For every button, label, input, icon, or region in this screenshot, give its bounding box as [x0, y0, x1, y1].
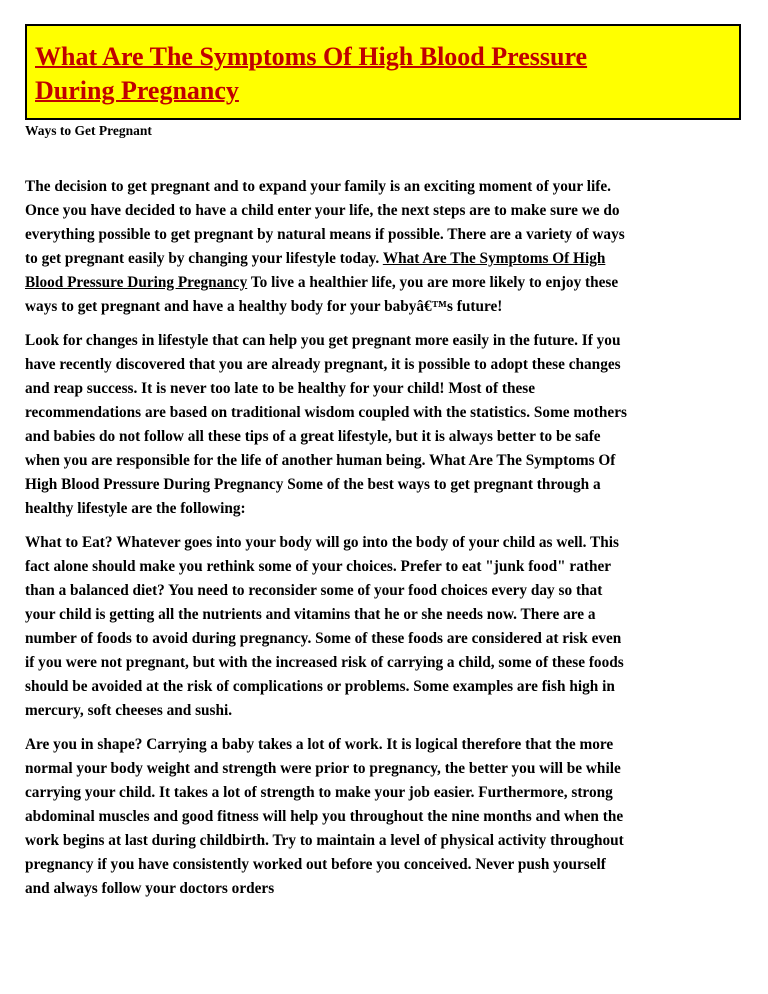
text-segment: To live a healthier life, you are more likely to enjoy these — [250, 274, 619, 291]
paragraph-in-shape — [25, 733, 745, 901]
title-link-part-1[interactable]: What Are The Symptoms Of High — [382, 250, 606, 267]
text-line: carrying your child. It takes a lot of strength to make your job easier. Furthermore, strong — [25, 784, 613, 801]
page-title-line-1: What Are The Symptoms Of High Blood Pressure — [35, 42, 588, 71]
text-line: healthy lifestyle are the following: — [25, 500, 246, 517]
text-line: and babies do not follow all these tips of a great lifestyle, but it is always better to be safe — [25, 428, 601, 445]
text-line: High Blood Pressure During Pregnancy Some of the best ways to get pregnant through a — [25, 476, 601, 493]
text-line: work begins at last during childbirth. Try to maintain a level of physical activity throughout — [25, 832, 624, 849]
text-line: normal your body weight and strength were prior to pregnancy, the better you will be while — [25, 760, 621, 777]
title-banner — [25, 24, 741, 120]
paragraph-lifestyle — [25, 329, 745, 521]
paragraph-intro — [25, 175, 745, 319]
subtitle: Ways to Get Pregnant — [25, 123, 152, 138]
text-line: ways to get pregnant and have a healthy body for your babyâ€™s future! — [25, 298, 503, 315]
text-line: fact alone should make you rethink some of your choices. Prefer to eat "junk food" rather — [25, 558, 612, 575]
text-line: pregnancy if you have consistently worked out before you conceived. Never push yourself — [25, 856, 606, 873]
text-line: number of foods to avoid during pregnancy. Some of these foods are considered at risk even — [25, 630, 622, 647]
text-line: mercury, soft cheeses and sushi. — [25, 702, 233, 719]
paragraph-what-to-eat — [25, 531, 745, 723]
text-line: What to Eat? Whatever goes into your body will go into the body of your child as well. This — [25, 534, 619, 551]
text-line: and always follow your doctors orders — [25, 880, 275, 897]
text-line: your child is getting all the nutrients and vitamins that he or she needs now. There are a — [25, 606, 596, 623]
text-line: Look for changes in lifestyle that can help you get pregnant more easily in the future. If you — [25, 332, 621, 349]
text-line: The decision to get pregnant and to expand your family is an exciting moment of your life. — [25, 178, 611, 195]
text-line: than a balanced diet? You need to reconsider some of your food choices every day so that — [25, 582, 603, 599]
text-line: everything possible to get pregnant by natural means if possible. There are a variety of ways — [25, 226, 625, 243]
text-line — [25, 247, 745, 271]
article-body — [25, 175, 745, 911]
text-line: if you were not pregnant, but with the increased risk of carrying a child, some of these foods — [25, 654, 624, 671]
text-line — [25, 271, 745, 295]
text-line: should be avoided at the risk of complications or problems. Some examples are fish high in — [25, 678, 615, 695]
text-segment: to get pregnant easily by changing your lifestyle today. — [25, 250, 380, 267]
text-line: and reap success. It is never too late to be healthy for your child! Most of these — [25, 380, 536, 397]
text-line: when you are responsible for the life of another human being. What Are The Symptoms Of — [25, 452, 616, 469]
title-link-part-2[interactable]: Blood Pressure During Pregnancy — [25, 274, 248, 291]
text-line: Are you in shape? Carrying a baby takes a lot of work. It is logical therefore that the more — [25, 736, 614, 753]
text-line: have recently discovered that you are already pregnant, it is possible to adopt these changes — [25, 356, 621, 373]
text-line: Once you have decided to have a child enter your life, the next steps are to make sure we do — [25, 202, 620, 219]
text-line: abdominal muscles and good fitness will help you throughout the nine months and when the — [25, 808, 624, 825]
page-title-line-2: During Pregnancy — [35, 76, 239, 105]
text-line: recommendations are based on traditional wisdom coupled with the statistics. Some mothers — [25, 404, 627, 421]
